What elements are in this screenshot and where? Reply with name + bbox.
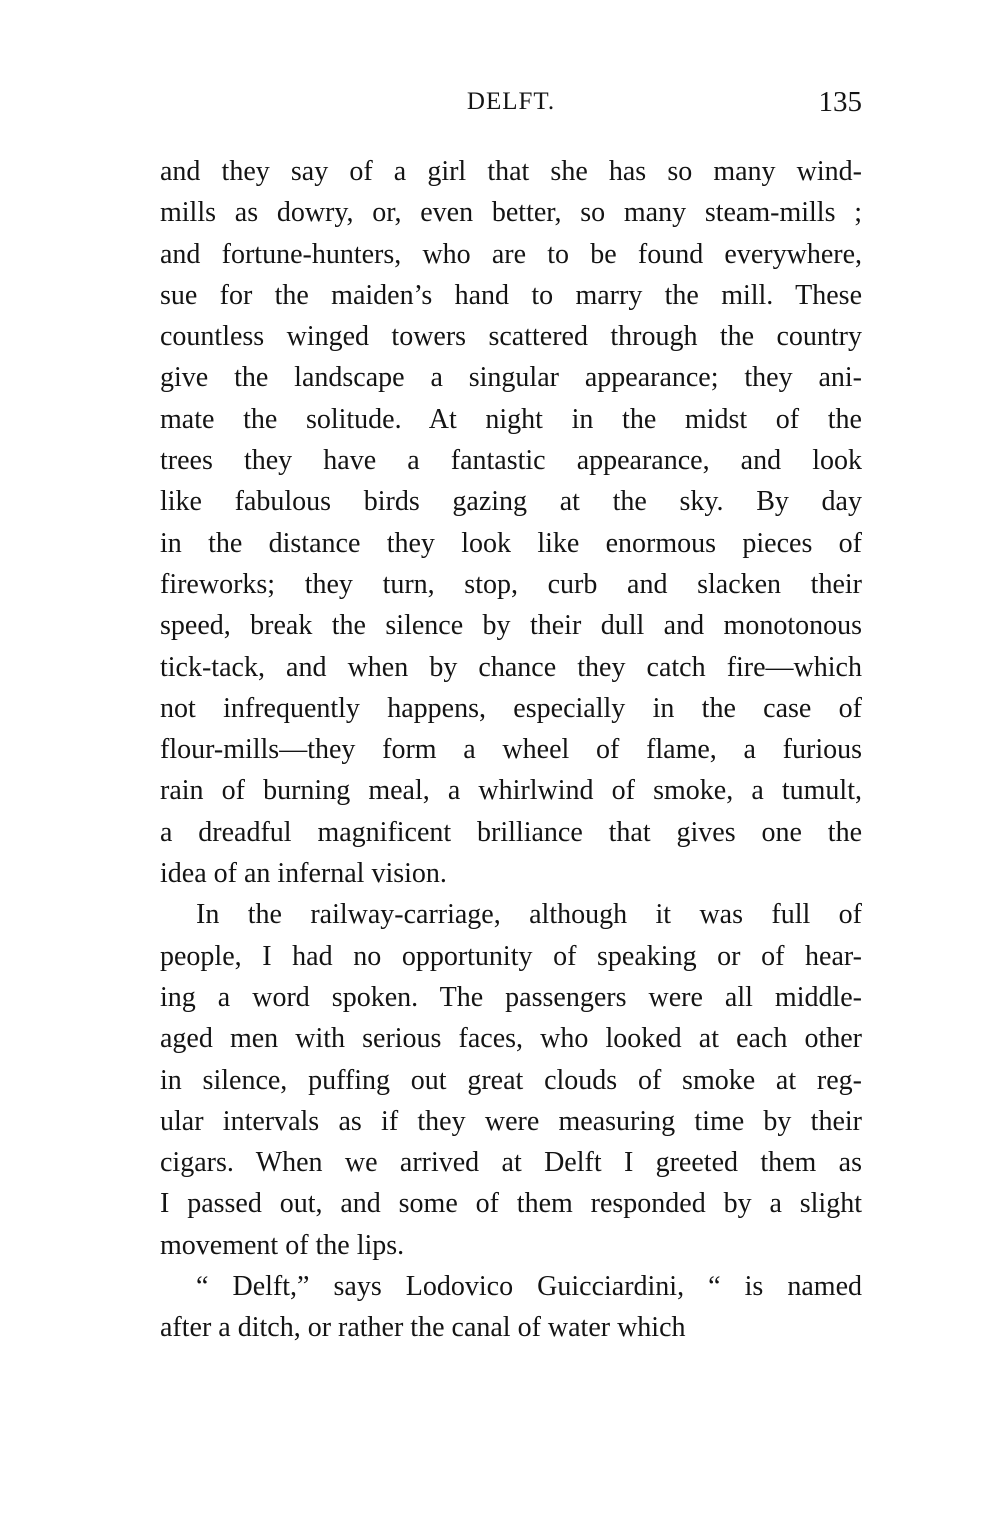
body-text: [160, 151, 862, 1349]
text-line: not infrequently happens, especially in the case of: [160, 692, 862, 724]
text-line: tick-tack, and when by chance they catch fire—which: [160, 651, 862, 683]
text-line: speed, break the silence by their dull and monotonous: [160, 610, 862, 642]
text-line: like fabulous birds gazing at the sky. By day: [160, 486, 862, 518]
text-line: In the railway-carriage, although it was full of: [196, 899, 862, 931]
paragraph: [160, 1266, 862, 1349]
text-line: sue for the maiden’s hand to marry the mill. These: [160, 279, 862, 311]
text-line: after a ditch, or rather the canal of water which: [160, 1312, 686, 1344]
text-line: people, I had no opportunity of speaking or of hear-: [160, 940, 862, 972]
text-line: and they say of a girl that she has so many wind-: [160, 156, 862, 187]
page-number: 135: [818, 86, 862, 118]
text-line: and fortune-hunters, who are to be found everywhere,: [160, 238, 862, 270]
text-line: I passed out, and some of them responded by a slight: [160, 1188, 862, 1220]
running-head: [160, 82, 862, 126]
text-line: cigars. When we arrived at Delft I greeted them as: [160, 1147, 862, 1179]
paragraph: [160, 151, 862, 894]
text-line: mate the solitude. At night in the midst of the: [160, 403, 862, 435]
text-line: mills as dowry, or, even better, so many steam-mills ;: [160, 197, 862, 229]
running-title: DELFT.: [466, 88, 556, 115]
text-line: give the landscape a singular appearance; they ani-: [160, 362, 862, 394]
text-line: countless winged towers scattered through the country: [160, 321, 862, 353]
text-line: “ Delft,” says Lodovico Guicciardini, “ is named: [196, 1271, 862, 1303]
text-line: ular intervals as if they were measuring time by their: [160, 1105, 862, 1137]
text-line: fireworks; they turn, stop, curb and slacken their: [160, 568, 862, 600]
text-line: ing a word spoken. The passengers were all middle-: [160, 981, 862, 1013]
text-line: idea of an infernal vision.: [160, 858, 447, 890]
text-line: rain of burning meal, a whirlwind of smoke, a tumult,: [160, 775, 862, 807]
paragraph: [160, 894, 862, 1266]
text-line: in the distance they look like enormous pieces of: [160, 527, 862, 559]
text-line: in silence, puffing out great clouds of smoke at reg-: [160, 1064, 862, 1096]
text-line: flour-mills—they form a wheel of flame, a furious: [160, 734, 862, 766]
text-line: aged men with serious faces, who looked at each other: [160, 1023, 862, 1055]
text-line: a dreadful magnificent brilliance that gives one the: [160, 816, 862, 848]
text-line: movement of the lips.: [160, 1229, 405, 1261]
text-line: trees they have a fantastic appearance, and look: [160, 445, 862, 477]
